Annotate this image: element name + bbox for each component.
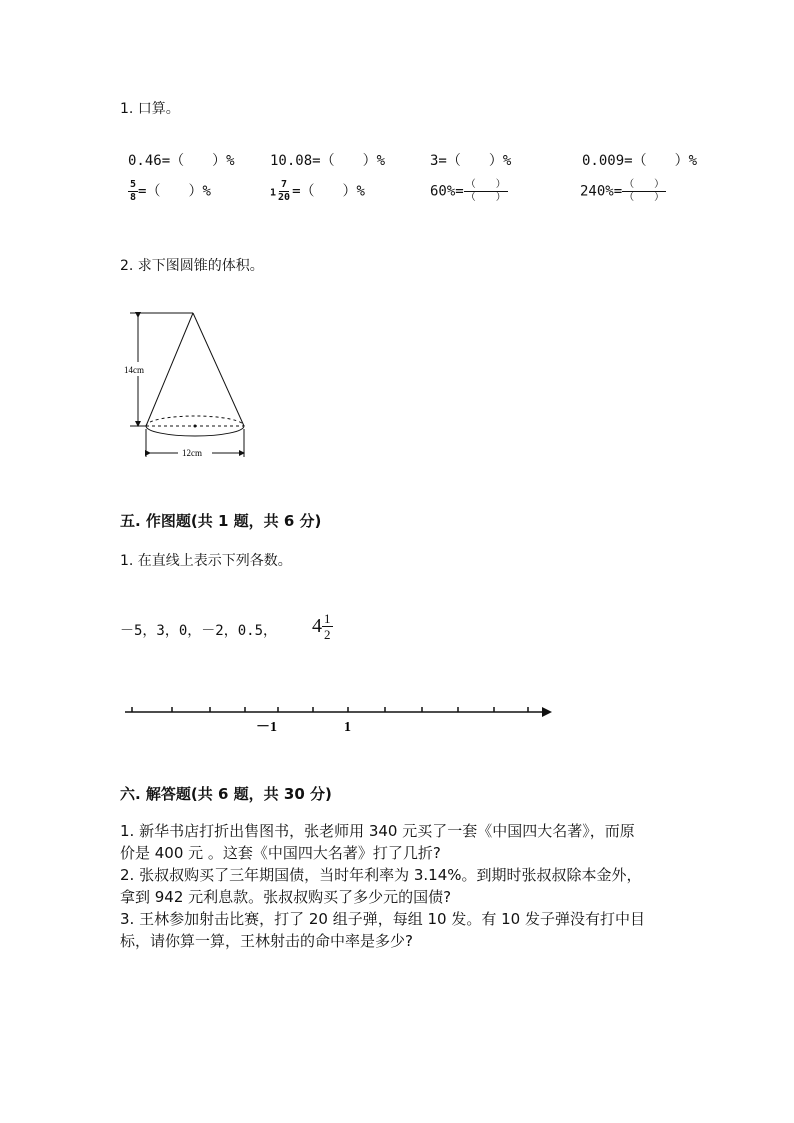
cone-right-side — [193, 313, 244, 426]
mixed-number: 4 $\frac{1}{2}$ — [312, 611, 331, 642]
q1-title: 1. 口算。 — [120, 101, 180, 117]
fraction: $\frac{7}{20}$ — [278, 179, 291, 203]
number-line-arrowhead — [542, 707, 552, 717]
problem-2: 2. 张叔叔购买了三年期国债，当时年利率为 3.14%。到期时张叔叔除本金外， 拿到 942 元利息款。张叔叔购买了多少元的国债? — [120, 866, 642, 906]
problem-3: 3. 王林参加射击比赛，打了 20 组子弹，每组 10 发。有 10 发子弹没有打中目 标，请你算一算，王林射击的命中率是多少? — [120, 910, 645, 950]
cone-diagram — [118, 305, 258, 465]
q1-expr-8: 240%= $\frac{( )}{( )}$ — [580, 179, 665, 203]
section5-heading: 五. 作图题(共 1 题，共 6 分) — [120, 512, 322, 530]
fraction: $\frac{5}{8}$ — [130, 179, 137, 203]
q2-title: 2. 求下图圆锥的体积。 — [120, 258, 264, 274]
fraction: $\frac{( )}{( )}$ — [624, 179, 665, 203]
q1-expr-4: 0.009=（ ）% — [582, 153, 698, 169]
diameter-label: 12cm — [182, 448, 202, 458]
q1-expr-6: 1 $\frac{7}{20}$ =（ ）% — [270, 179, 365, 203]
q1-expr-3: 3=（ ）% — [430, 153, 512, 169]
numbers-list: －5，3，0，－2，0.5， — [120, 623, 278, 639]
height-label: 14cm — [124, 365, 144, 375]
q1-expr-5: $\frac{5}{8}$ =（ ）% — [130, 179, 211, 203]
tick-label-1: 1 — [344, 720, 351, 735]
section5-q1: 1. 在直线上表示下列各数。 — [120, 553, 292, 569]
number-line[interactable] — [120, 700, 560, 740]
problem-1: 1. 新华书店打折出售图书，张老师用 340 元买了一套《中国四大名著》，而原 价是 400 元 。这套《中国四大名著》打了几折? — [120, 822, 635, 862]
section6-heading: 六. 解答题(共 6 题，共 30 分) — [120, 785, 332, 803]
cone-left-side — [146, 313, 193, 426]
q1-expr-1: 0.46=（ ）% — [128, 153, 235, 169]
fraction: $\frac{( )}{( )}$ — [465, 179, 506, 203]
q1-expr-7: 60%= $\frac{( )}{( )}$ — [430, 179, 506, 203]
q1-expr-2: 10.08=（ ）% — [270, 153, 386, 169]
tick-label-neg1: －1 — [256, 720, 277, 735]
fraction: $\frac{1}{2}$ — [324, 611, 331, 642]
center-point — [194, 425, 197, 428]
